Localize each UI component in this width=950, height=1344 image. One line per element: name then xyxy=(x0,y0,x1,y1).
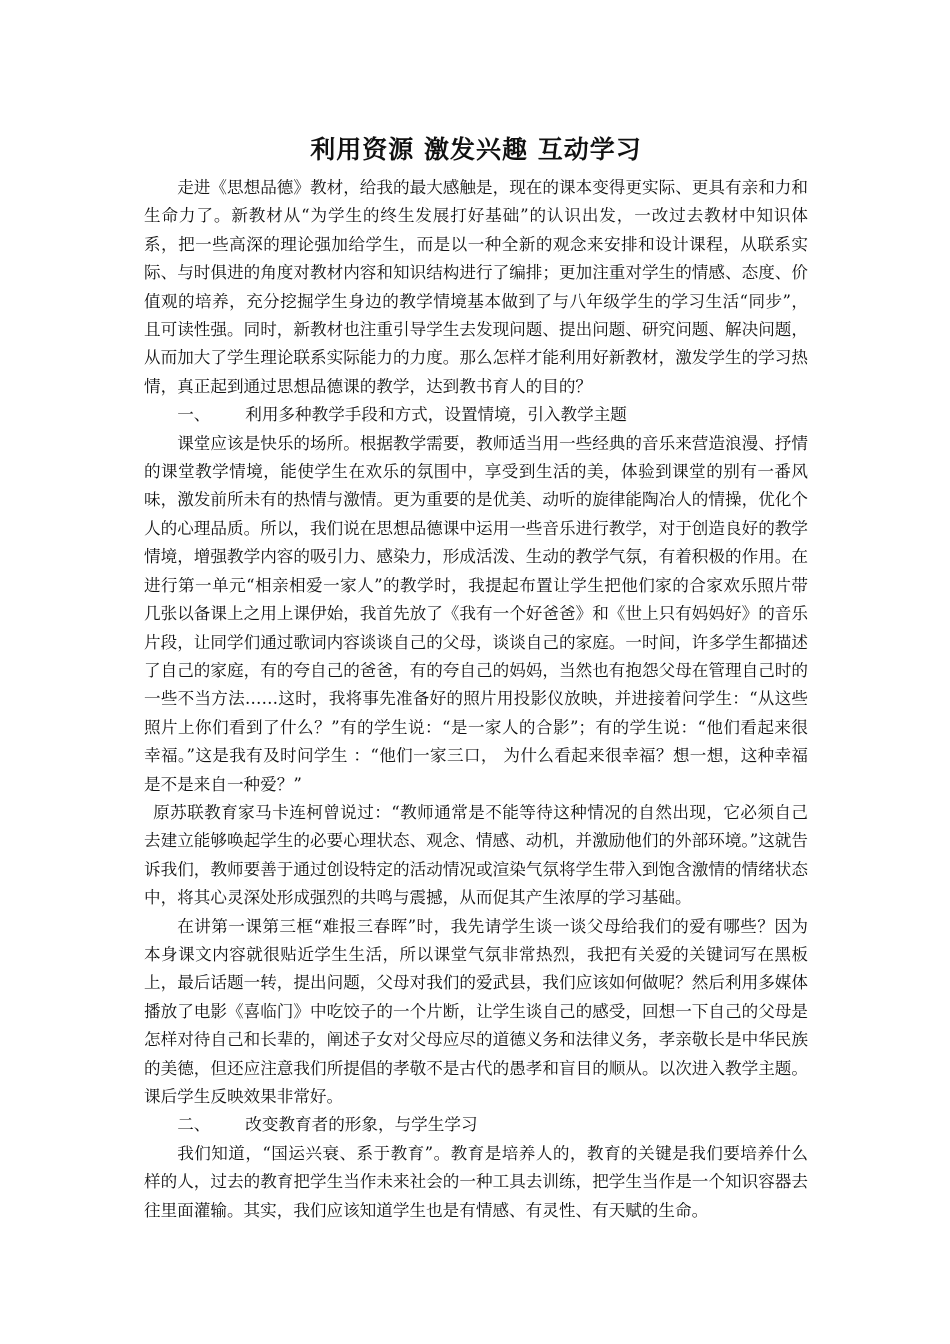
paragraph-makarenko-quote: 原苏联教育家马卡连柯曾说过：“教师通常是不能等待这种情况的自然出现，它必须自己去建立能够唤起学生的必要心理状态、观念、情感、动机，并激励他们的外部环境。”这就告诉我们，教师要善于通过创设特定的活动情况或渲染气氛将学生带入到饱含激情的情绪状态中，将其心灵深处形成强烈的共鸣与震撼，从而促其产生浓厚的学习基础。 xyxy=(144,802,808,908)
section-number-2: 二、 xyxy=(177,1115,211,1135)
paragraph-lesson-example: 在讲第一课第三框“难报三春晖”时，我先请学生谈一谈父母给我们的爱有哪些？因为本身课文内容就很贴近学生生活，所以课堂气氛非常热烈，我把有关爱的关键词写在黑板上，最后话题一转，提出问题，父母对我们的爱武县，我们应该如何做呢？然后利用多媒体播放了电影《喜临门》中吃饺子的一个片断，让学生谈自己的感受，回想一下自己的父母是怎样对待自己和长辈的，阐述子女对父母应尽的道德义务和法律义务，孝亲敬长是中华民族的美德，但还应注意我们所提倡的孝敬不是古代的愚孝和盲目的顺从。以次进入教学主题。课后学生反映效果非常好。 xyxy=(144,916,808,1106)
section-heading-1 xyxy=(144,401,808,429)
paragraph-intro: 走进《思想品德》教材，给我的最大感触是，现在的课本变得更实际、更具有亲和力和生命力了。新教材从“为学生的终生发展打好基础”的认识出发，一改过去教材中知识体系，把一些高深的理论强加给学生，而是以一种全新的观念来安排和设计课程，从联系实际、与时俱进的角度对教材内容和知识结构进行了编排；更加注重对学生的情感、态度、价值观的培养，充分挖掘学生身边的教学情境基本做到了与八年级学生的学习生活“同步”，且可读性强。同时，新教材也注重引导学生去发现问题、提出问题、研究问题、解决问题，从而加大了学生理论联系实际能力的力度。那么怎样才能利用好新教材，激发学生的学习热情，真正起到通过思想品德课的教学，达到教书育人的目的？ xyxy=(144,178,808,396)
section-number-1: 一、 xyxy=(177,405,211,425)
document-title: 利用资源 激发兴趣 互动学习 xyxy=(310,135,642,164)
section-heading-text-2: 改变教育者的形象，与学生学习 xyxy=(245,1115,478,1135)
document-page xyxy=(144,130,808,1225)
paragraph-music-teaching: 课堂应该是快乐的场所。根据教学需要，教师适当用一些经典的音乐来营造浪漫、抒情的课堂教学情境，能使学生在欢乐的氛围中，享受到生活的美，体验到课堂的别有一番风味，激发前所未有的热情与激情。更为重要的是优美、动听的旋律能陶冶人的情操，优化个人的心理品质。所以，我们说在思想品德课中运用一些音乐进行教学，对于创造良好的教学情境，增强教学内容的吸引力、感染力，形成活泼、生动的教学气氛，有着积极的作用。在进行第一单元“相亲相爱一家人”的教学时，我提起布置让学生把他们家的合家欢乐照片带几张以备课上之用上课伊始，我首先放了《我有一个好爸爸》和《世上只有妈妈好》的音乐片段，让同学们通过歌词内容谈谈自己的父母，谈谈自己的家庭。一时间，许多学生都描述了自己的家庭，有的夸自己的爸爸，有的夸自己的妈妈，当然也有抱怨父母在管理自己时的一些不当方法……这时，我将事先准备好的照片用投影仪放映，并进接着问学生：“从这些照片上你们看到了什么？”有的学生说：“是一家人的合影”；有的学生说：“他们看起来很幸福。”这是我有及时问学生 ：“他们一家三口， 为什么看起来很幸福？想一想，这种幸福是不是来自一种爱？” xyxy=(144,433,808,794)
paragraph-education: 我们知道，“国运兴衰、系于教育”。教育是培养人的，教育的关键是我们要培养什么样的人，过去的教育把学生当作未来社会的一种工具去训练，把学生当作是一个知识容器去往里面灌输。其实，我们应该知道学生也是有情感、有灵性、有天赋的生命。 xyxy=(144,1143,808,1220)
section-heading-2 xyxy=(144,1111,808,1139)
section-heading-text-1: 利用多种教学手段和方式，设置情境，引入教学主题 xyxy=(245,405,627,425)
